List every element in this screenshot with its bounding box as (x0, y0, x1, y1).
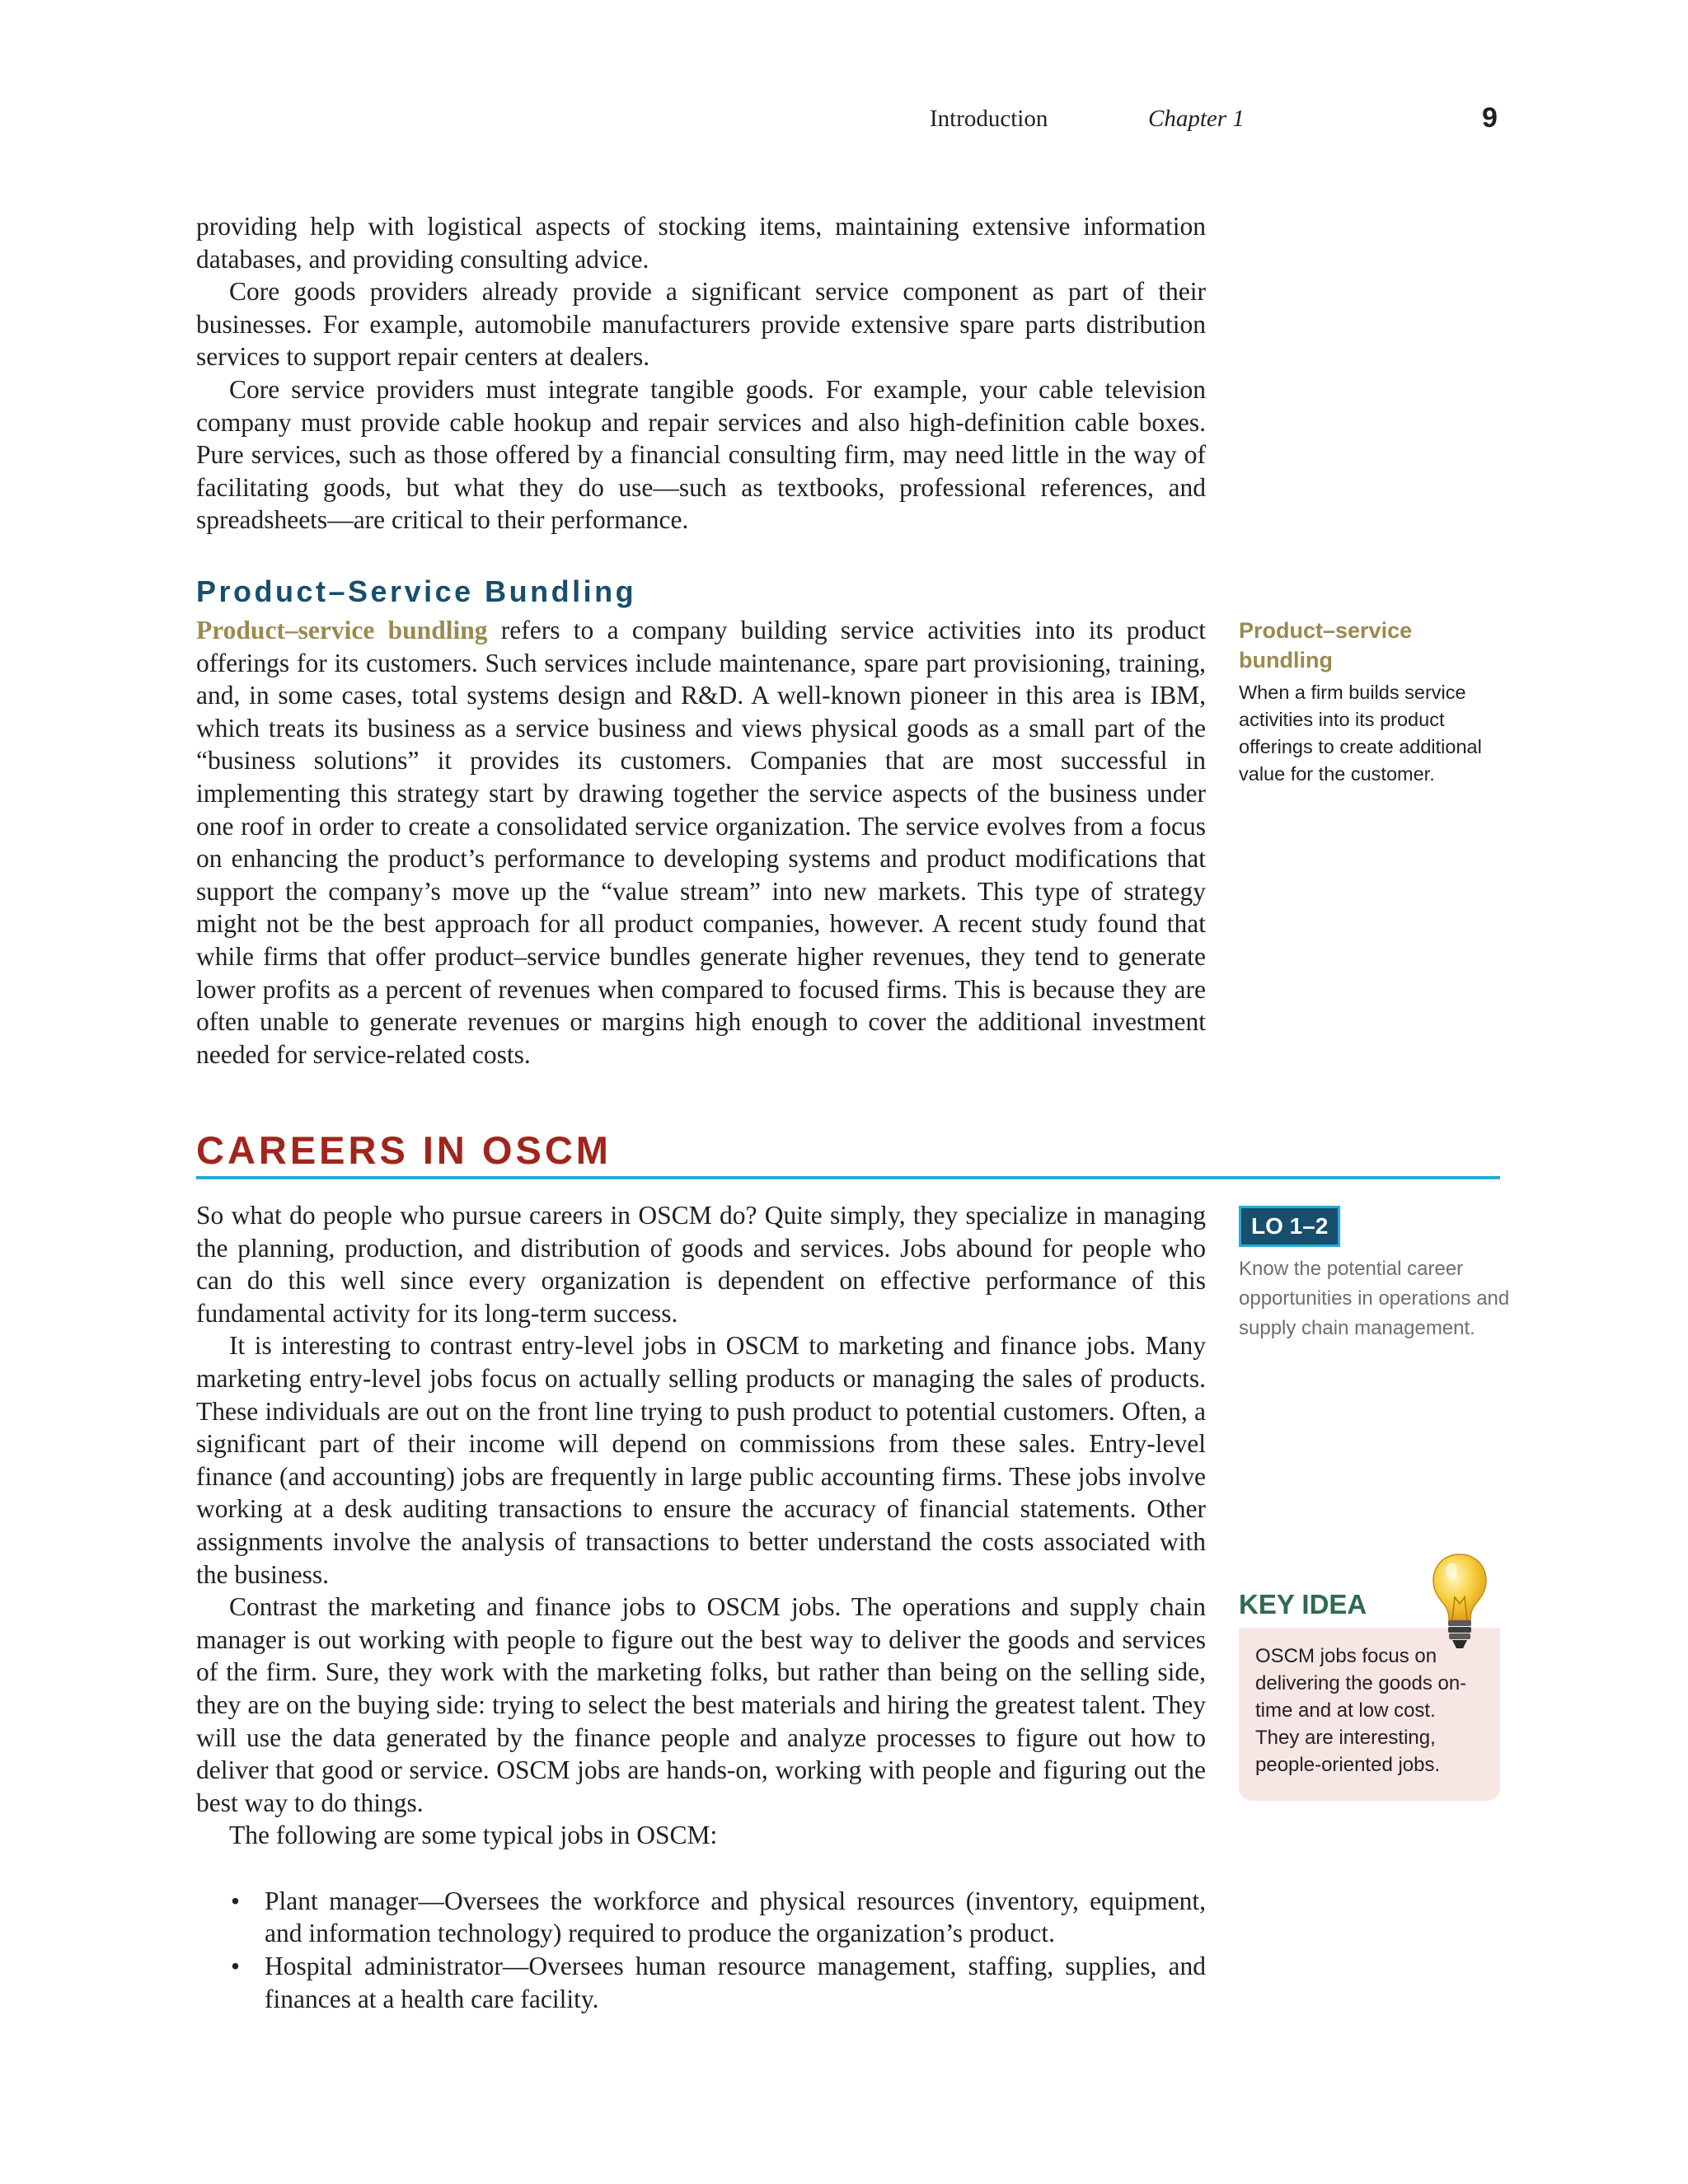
careers-paragraph-2: It is interesting to contrast entry-level jobs in OSCM to marketing and finance jobs. Many marketing entry-level jobs focus on actually selling products or managing the sales of products. These individuals are out on the front line trying to push product to potential customers. Often, a significant part of their income will depend on commissions from these sales. Entry-level finance (and accounting) jobs are frequently in large public accounting firms. These jobs involve working at a desk auditing transactions to ensure the accuracy of financial statements. Other assignments involve the analysis of transactions to better understand the costs associated with the business. (196, 1331, 1206, 1589)
list-item (231, 1885, 1206, 1950)
intro-paragraph-3: Core service providers must integrate tangible goods. For example, your cable television company must provide cable hookup and repair services and also high-definition cable boxes. Pure services, such as those offered by a financial consulting firm, may need little in the way of facilitating goods, but what they do use—such as textbooks, professional references, and spreadsheets—are critical to their performance. (196, 374, 1206, 535)
margin-glossary-definition: When a firm builds service activities into its product offerings to create additional value for the customer. (1239, 682, 1482, 785)
careers-paragraph-4: The following are some typical jobs in OSCM: (229, 1821, 718, 1850)
bundling-body: refers to a company building service activities into its product offerings for its customers. Such services include maintenance, spare part provisioning, training, and, in some cases, total systems design and R&D. A well-known pioneer in this area is IBM, which treats its business as a service business and views physical goods as a small part of the “business solutions” it provides its customers. Companies that are most successful in implementing this strategy start by drawing together the service aspects of the business under one roof in order to create a consolidated service organization. The service evolves from a focus on enhancing the product’s performance to developing systems and product modifications that support the company’s move up the “value stream” into new markets. This type of strategy might not be the best approach for all product companies, however. A recent study found that while firms that offer product–service bundles generate higher revenues, they tend to generate lower profits as a percent of revenues when compared to focused firms. This is because they are often unable to generate revenues or margins high enough to cover the additional investment needed for service-related costs. (196, 616, 1206, 1069)
learning-objective-badge: LO 1–2 (1239, 1206, 1340, 1247)
key-idea-text: OSCM jobs focus on delivering the goods on-time and at low cost. They are interesting, people-oriented jobs. (1255, 1645, 1467, 1776)
careers-paragraph-3: Contrast the marketing and finance jobs to OSCM jobs. The operations and supply chain manager is out working with people to figure out the best way to deliver the goods and services of the firm. Sure, they work with the marketing folks, but rather than being on the selling side, they are on the buying side: trying to select the best materials and hiring the greatest talent. They will use the data generated by the finance people and analyze processes to figure out how to deliver that good or service. OSCM jobs are hands-on, working with people and figuring out the best way to do things. (196, 1592, 1206, 1817)
list-item (231, 1950, 1206, 2015)
lightbulb-icon (1430, 1551, 1489, 1652)
intro-paragraph-2: Core goods providers already provide a significant service component as part of their businesses. For example, automobile manufacturers provide extensive spare parts distribution services to support repair centers at dealers. (196, 277, 1206, 372)
bullet-icon: • (231, 1886, 241, 1915)
intro-paragraph-1: providing help with logistical aspects of stocking items, maintaining extensive information databases, and providing consulting advice. (196, 212, 1206, 274)
section-heading-bundling: Product–Service Bundling (196, 574, 637, 608)
intro-text-block (196, 210, 1206, 537)
careers-paragraph-1: So what do people who pursue careers in OSCM do? Quite simply, they specialize in managing the planning, production, and distribution of goods and services. Jobs abound for people who can do this well since every organization is dependent on effective performance of this fundamental activity for its long-term success. (196, 1201, 1206, 1328)
bundling-paragraph (196, 614, 1206, 1071)
key-idea-heading: KEY IDEA (1239, 1589, 1367, 1619)
chapter-heading-careers: CAREERS IN OSCM (196, 1128, 612, 1172)
careers-text-block (196, 1199, 1206, 2015)
heading-rule (196, 1176, 1500, 1179)
job-text: Hospital administrator—Oversees human resource management, staffing, supplies, and finances at a health care facility. (265, 1952, 1206, 2013)
jobs-list (196, 1885, 1206, 2015)
key-term-bundling: Product–service bundling (196, 616, 488, 644)
job-text: Plant manager—Oversees the workforce and physical resources (inventory, equipment, and information technology) required to produce the organization’s product. (265, 1886, 1206, 1948)
running-header-section: Introduction (930, 105, 1048, 132)
learning-objective-text: Know the potential career opportunities in operations and supply chain management. (1239, 1258, 1510, 1339)
page-number: 9 (1482, 102, 1498, 134)
running-header-chapter: Chapter 1 (1148, 105, 1245, 132)
bullet-icon: • (231, 1952, 241, 1981)
margin-glossary-term: Product–service bundling (1239, 618, 1413, 673)
key-idea-box (1239, 1628, 1500, 1801)
bundling-text-block (196, 614, 1206, 1071)
